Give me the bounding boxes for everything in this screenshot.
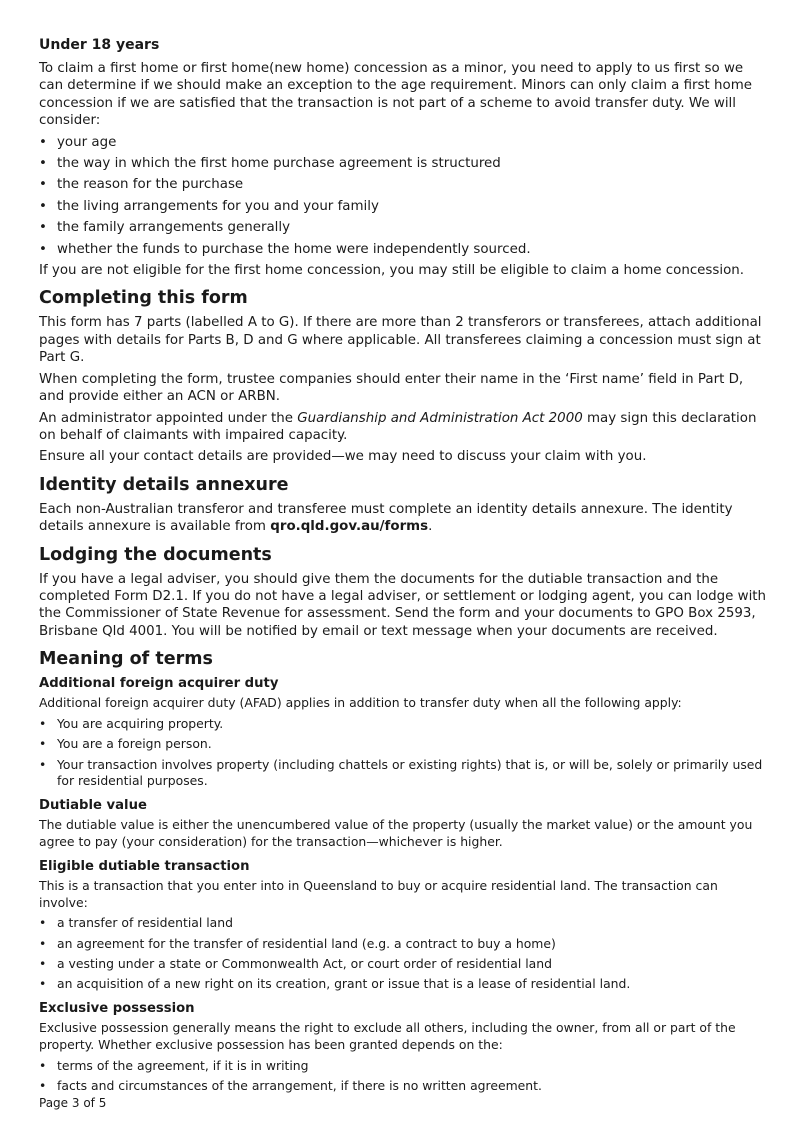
paragraph-text: Each non-Australian transferor and transferee must complete an identity details annexure. The identity details annexure is available from bbox=[39, 501, 733, 535]
list-item: • You are a foreign person. bbox=[39, 736, 767, 753]
meaning-heading: Meaning of terms bbox=[39, 649, 213, 670]
exclusive-intro: Exclusive possession generally means the right to exclude all others, including the owner, from all or part of the property. Whether exclusive possession has been granted depends on the: bbox=[39, 1020, 736, 1052]
completing-paragraph-4: Ensure all your contact details are provided—we may need to discuss your claim with you. bbox=[39, 449, 647, 465]
eligible-intro: This is a transaction that you enter into in Queensland to buy or acquire residential land. The transaction can involve: bbox=[39, 877, 718, 910]
list-item: • a vesting under a state or Commonwealth Act, or court order of residential land bbox=[39, 956, 767, 973]
completing-paragraph-3 bbox=[39, 410, 767, 445]
completing-paragraph-1: This form has 7 parts (labelled A to G). If there are more than 2 transferors or transferees, attach additional pages with details for Parts B, D and G where applicable. All transferees claiming a concession must sign at Part G. bbox=[39, 315, 762, 366]
paragraph-text: may sign this declaration on behalf of claimants with impaired capacity. bbox=[39, 410, 757, 443]
identity-paragraph bbox=[39, 501, 767, 536]
page-number: Page 3 of 5 bbox=[39, 1096, 107, 1110]
afad-list bbox=[39, 716, 767, 790]
identity-heading: Identity details annexure bbox=[39, 474, 289, 495]
paragraph-text: An administrator appointed under the bbox=[39, 410, 298, 426]
list-item: • an acquisition of a new right on its creation, grant or issue that is a lease of residential land. bbox=[39, 976, 767, 993]
afad-intro: Additional foreign acquirer duty (AFAD) applies in addition to transfer duty when all the following apply: bbox=[39, 695, 682, 711]
list-item: • whether the funds to purchase the home were independently sourced. bbox=[39, 241, 767, 258]
list-item: • an agreement for the transfer of residential land (e.g. a contract to buy a home) bbox=[39, 936, 767, 953]
dutiable-paragraph: The dutiable value is either the unencumbered value of the property (usually the market value) or the amount you agree to pay (your consideration) for the transaction—whichever is higher. bbox=[39, 817, 753, 849]
dutiable-heading: Dutiable value bbox=[39, 798, 147, 814]
list-item: • facts and circumstances of the arrangement, if there is no written agreement. bbox=[39, 1078, 767, 1095]
list-item: • the way in which the first home purchase agreement is structured bbox=[39, 155, 767, 172]
forms-link[interactable]: qro.qld.gov.au/forms bbox=[270, 519, 429, 535]
document-page bbox=[39, 36, 767, 1098]
paragraph-text: . bbox=[428, 519, 433, 535]
completing-paragraph-2: When completing the form, trustee companies should enter their name in the ‘First name’ field in Part D, and provide either an ACN or ARBN. bbox=[39, 371, 744, 405]
list-item: • the living arrangements for you and your family bbox=[39, 198, 767, 215]
list-item: • You are acquiring property. bbox=[39, 716, 767, 733]
eligible-list bbox=[39, 915, 767, 993]
list-item: • Your transaction involves property (including chattels or existing rights) that is, or will be, solely or primarily used for residential purposes. bbox=[39, 757, 767, 791]
list-item: • a transfer of residential land bbox=[39, 915, 767, 932]
under18-heading: Under 18 years bbox=[39, 37, 160, 53]
list-item: • terms of the agreement, if it is in writing bbox=[39, 1058, 767, 1075]
exclusive-heading: Exclusive possession bbox=[39, 1001, 195, 1017]
lodging-heading: Lodging the documents bbox=[39, 544, 272, 565]
list-item: • your age bbox=[39, 134, 767, 151]
act-name: Guardianship and Administration Act 2000 bbox=[297, 410, 583, 426]
exclusive-list bbox=[39, 1058, 767, 1095]
eligible-heading: Eligible dutiable transaction bbox=[39, 858, 250, 874]
list-item: • the family arrangements generally bbox=[39, 219, 767, 236]
under18-outro: If you are not eligible for the first home concession, you may still be eligible to claim a home concession. bbox=[39, 263, 745, 279]
under18-list bbox=[39, 134, 767, 258]
lodging-paragraph: If you have a legal adviser, you should give them the documents for the dutiable transaction and the completed Form D2.1. If you do not have a legal adviser, or settlement or lodging agent, you can lodge with the Commissioner of State Revenue for assessment. Send the form and your documents to GPO Box 2593, Brisbane Qld 4001. You will be notified by email or text message when your documents are received. bbox=[39, 571, 767, 639]
afad-heading: Additional foreign acquirer duty bbox=[39, 676, 279, 692]
under18-intro: To claim a first home or first home(new home) concession as a minor, you need to apply to us first so we can determine if we should make an exception to the age requirement. Minors can only claim a first home concession if we are satisfied that the transaction is not part of a scheme to avoid transfer duty. We will consider: bbox=[39, 61, 752, 129]
list-item: • the reason for the purchase bbox=[39, 176, 767, 193]
completing-heading: Completing this form bbox=[39, 288, 248, 309]
